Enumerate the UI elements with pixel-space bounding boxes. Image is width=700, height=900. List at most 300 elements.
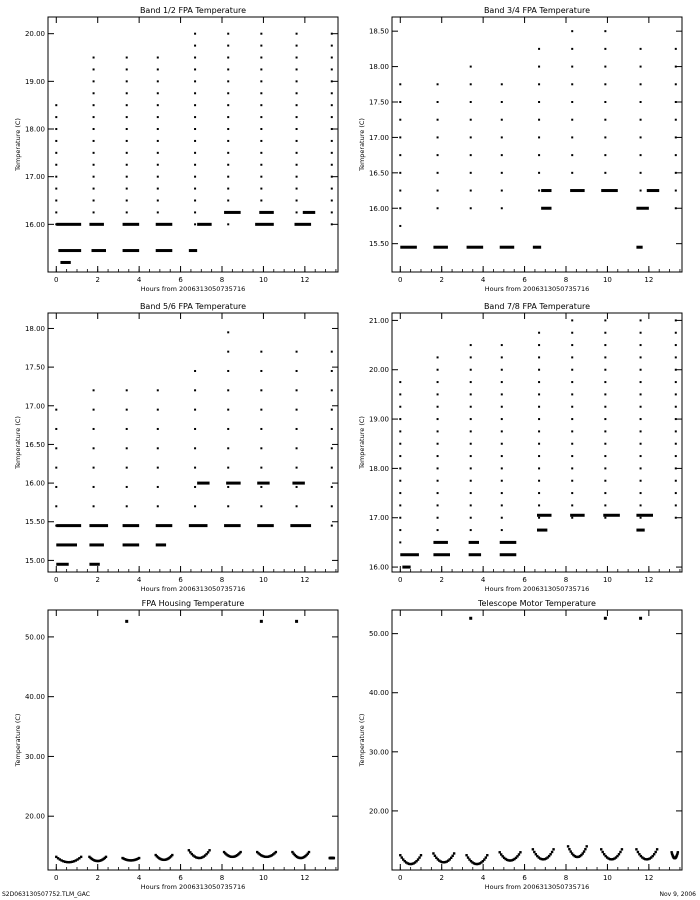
plot-frame: [48, 610, 338, 870]
data-point: [331, 223, 333, 225]
data-point: [331, 33, 333, 35]
data-point: [157, 409, 159, 411]
data-point: [675, 381, 677, 383]
data-run: [537, 529, 547, 532]
data-point: [260, 505, 262, 507]
data-point: [470, 66, 472, 68]
data-point: [604, 369, 606, 371]
x-tick-label: 2: [439, 874, 444, 882]
data-run: [469, 541, 479, 544]
data-point: [640, 319, 642, 321]
data-point: [571, 504, 573, 506]
data-point: [331, 140, 333, 142]
data-run: [89, 543, 104, 546]
y-tick-label: 20.00: [368, 366, 389, 375]
data-point: [470, 455, 472, 457]
y-tick-label: 18.00: [24, 125, 45, 134]
data-run: [197, 482, 209, 485]
data-point: [604, 154, 606, 156]
data-point: [437, 504, 439, 506]
cycle-point: [399, 854, 401, 856]
data-point: [501, 492, 503, 494]
data-point: [93, 428, 95, 430]
x-tick-label: 0: [54, 874, 59, 882]
data-point: [437, 207, 439, 209]
data-point: [437, 480, 439, 482]
data-point: [501, 517, 503, 519]
data-point: [227, 370, 229, 372]
data-point: [604, 467, 606, 469]
data-point: [470, 406, 472, 408]
data-run: [89, 524, 108, 527]
data-point: [640, 83, 642, 85]
cycle-point: [621, 848, 623, 850]
chart-panel-5: [14, 599, 338, 891]
outlier-point: [639, 617, 642, 620]
data-point: [604, 344, 606, 346]
data-run: [89, 563, 99, 566]
data-point: [571, 136, 573, 138]
data-point: [331, 505, 333, 507]
data-point: [399, 529, 401, 531]
data-point: [538, 66, 540, 68]
chart-panel-1: [14, 6, 338, 293]
data-point: [501, 381, 503, 383]
cycle-point: [171, 854, 173, 856]
data-point: [470, 443, 472, 445]
outlier-point: [125, 620, 128, 623]
cycle-point: [499, 851, 501, 853]
data-point: [296, 447, 298, 449]
data-point: [260, 57, 262, 59]
data-point: [538, 381, 540, 383]
data-point: [296, 33, 298, 35]
data-point: [93, 409, 95, 411]
data-point: [399, 190, 401, 192]
data-point: [571, 332, 573, 334]
chart-title: Band 7/8 FPA Temperature: [483, 302, 591, 311]
data-point: [227, 164, 229, 166]
data-point: [501, 119, 503, 121]
data-run: [467, 246, 484, 249]
data-run: [500, 553, 517, 556]
data-point: [194, 467, 196, 469]
data-point: [437, 381, 439, 383]
data-point: [538, 480, 540, 482]
y-tick-label: 15.00: [24, 556, 45, 565]
x-axis-label: Hours from 2006313050735716: [484, 883, 590, 891]
cycle-point: [654, 851, 656, 853]
cycle-point: [207, 851, 209, 853]
outlier-point: [260, 620, 263, 623]
plot-frame: [48, 313, 338, 572]
data-point: [296, 140, 298, 142]
data-run: [541, 207, 551, 210]
data-point: [675, 48, 677, 50]
data-point: [296, 370, 298, 372]
data-point: [227, 104, 229, 106]
plot-frame: [392, 17, 682, 272]
data-point: [470, 480, 472, 482]
x-tick-label: 6: [178, 276, 183, 284]
data-point: [93, 486, 95, 488]
data-point: [93, 211, 95, 213]
data-run: [533, 246, 541, 249]
data-point: [194, 164, 196, 166]
y-tick-label: 30.00: [368, 748, 389, 757]
data-point: [93, 92, 95, 94]
cycle-point: [532, 848, 534, 850]
data-point: [126, 92, 128, 94]
data-run: [636, 246, 642, 249]
data-point: [55, 104, 57, 106]
data-run: [58, 249, 81, 252]
data-point: [538, 406, 540, 408]
data-run: [56, 563, 68, 566]
data-point: [260, 92, 262, 94]
data-point: [538, 119, 540, 121]
data-point: [126, 428, 128, 430]
cycle-point: [552, 848, 554, 850]
data-point: [675, 504, 677, 506]
x-tick-label: 12: [644, 874, 654, 882]
data-run: [156, 249, 173, 252]
data-point: [640, 443, 642, 445]
data-point: [157, 57, 159, 59]
x-tick-label: 12: [644, 276, 654, 284]
data-point: [640, 344, 642, 346]
data-point: [604, 83, 606, 85]
data-point: [604, 30, 606, 32]
data-point: [126, 116, 128, 118]
data-point: [296, 68, 298, 70]
data-point: [157, 176, 159, 178]
x-tick-label: 12: [644, 576, 654, 584]
data-point: [126, 447, 128, 449]
data-point: [675, 319, 677, 321]
data-point: [399, 541, 401, 543]
cycle-point: [188, 849, 190, 851]
data-run: [56, 543, 77, 546]
data-point: [470, 207, 472, 209]
x-tick-label: 4: [136, 874, 142, 882]
data-point: [675, 480, 677, 482]
data-point: [538, 172, 540, 174]
x-tick-label: 0: [398, 874, 403, 882]
x-tick-label: 4: [480, 874, 486, 882]
chart-title: Telescope Motor Temperature: [478, 599, 596, 608]
y-axis-label: Temperature (C): [358, 416, 366, 469]
data-point: [260, 351, 262, 353]
cycle-point: [519, 851, 521, 853]
data-point: [157, 389, 159, 391]
data-point: [194, 370, 196, 372]
data-point: [126, 188, 128, 190]
data-point: [55, 211, 57, 213]
data-point: [571, 480, 573, 482]
data-point: [538, 83, 540, 85]
data-point: [675, 418, 677, 420]
data-point: [399, 119, 401, 121]
data-point: [227, 188, 229, 190]
data-point: [437, 443, 439, 445]
data-point: [55, 128, 57, 130]
data-point: [399, 136, 401, 138]
data-point: [470, 517, 472, 519]
x-axis-label: Hours from 2006313050735716: [484, 285, 590, 293]
y-tick-label: 21.00: [368, 316, 389, 325]
y-tick-label: 18.00: [368, 63, 389, 72]
data-point: [194, 116, 196, 118]
x-tick-label: 10: [602, 576, 612, 584]
x-tick-label: 2: [439, 276, 444, 284]
data-point: [55, 140, 57, 142]
data-point: [296, 152, 298, 154]
data-point: [640, 356, 642, 358]
y-tick-label: 17.50: [24, 363, 45, 372]
x-tick-label: 10: [602, 874, 612, 882]
cycle-point: [80, 856, 82, 858]
data-point: [675, 467, 677, 469]
data-point: [260, 176, 262, 178]
data-point: [571, 406, 573, 408]
data-run: [433, 246, 448, 249]
data-point: [538, 517, 540, 519]
x-tick-label: 8: [219, 276, 225, 284]
data-point: [227, 92, 229, 94]
data-point: [227, 68, 229, 70]
y-tick-label: 50.00: [24, 633, 45, 642]
data-run: [123, 524, 140, 527]
data-point: [93, 389, 95, 391]
data-point: [675, 119, 677, 121]
data-point: [437, 406, 439, 408]
data-run: [56, 223, 81, 226]
data-point: [227, 33, 229, 35]
data-point: [227, 467, 229, 469]
data-point: [399, 381, 401, 383]
data-run: [433, 541, 448, 544]
data-point: [227, 351, 229, 353]
data-point: [157, 128, 159, 130]
data-point: [93, 116, 95, 118]
data-point: [331, 128, 333, 130]
data-point: [437, 136, 439, 138]
data-point: [331, 188, 333, 190]
data-run: [92, 249, 107, 252]
data-point: [604, 381, 606, 383]
data-point: [571, 430, 573, 432]
data-point: [126, 152, 128, 154]
data-point: [604, 319, 606, 321]
data-point: [604, 48, 606, 50]
x-tick-label: 2: [95, 874, 100, 882]
data-point: [194, 33, 196, 35]
data-point: [470, 369, 472, 371]
data-point: [194, 409, 196, 411]
cycle-point: [618, 853, 620, 855]
data-point: [571, 418, 573, 420]
data-point: [604, 504, 606, 506]
data-point: [260, 428, 262, 430]
footer-date: Nov 9, 2006: [659, 891, 696, 898]
data-point: [675, 66, 677, 68]
data-run: [570, 189, 585, 192]
data-point: [604, 443, 606, 445]
data-point: [640, 492, 642, 494]
data-point: [399, 172, 401, 174]
data-point: [470, 467, 472, 469]
data-point: [437, 369, 439, 371]
data-point: [675, 455, 677, 457]
data-run: [603, 514, 620, 517]
data-point: [260, 104, 262, 106]
data-point: [194, 128, 196, 130]
data-point: [126, 140, 128, 142]
data-point: [675, 172, 677, 174]
x-tick-label: 6: [522, 874, 527, 882]
y-tick-label: 17.50: [368, 98, 389, 107]
data-point: [126, 176, 128, 178]
y-tick-label: 17.00: [24, 402, 45, 411]
data-point: [604, 393, 606, 395]
data-point: [296, 467, 298, 469]
data-point: [331, 80, 333, 82]
data-point: [126, 80, 128, 82]
data-point: [331, 370, 333, 372]
cycle-point: [275, 851, 277, 853]
x-tick-label: 0: [398, 576, 403, 584]
data-point: [470, 83, 472, 85]
data-point: [93, 467, 95, 469]
data-point: [194, 447, 196, 449]
data-point: [260, 80, 262, 82]
data-point: [399, 504, 401, 506]
data-point: [501, 529, 503, 531]
data-point: [538, 344, 540, 346]
y-tick-label: 30.00: [24, 752, 45, 761]
data-point: [571, 492, 573, 494]
data-run: [303, 211, 315, 214]
data-run: [601, 189, 618, 192]
chart-panel-4: [358, 302, 682, 593]
chart-title: Band 5/6 FPA Temperature: [139, 302, 247, 311]
data-run: [636, 207, 648, 210]
x-tick-label: 0: [54, 276, 59, 284]
data-point: [194, 68, 196, 70]
data-run: [123, 249, 140, 252]
data-point: [640, 172, 642, 174]
data-run: [257, 482, 269, 485]
data-point: [157, 188, 159, 190]
y-tick-label: 18.00: [24, 324, 45, 333]
data-point: [640, 190, 642, 192]
data-point: [437, 190, 439, 192]
cycle-point: [584, 848, 586, 850]
data-point: [194, 176, 196, 178]
data-point: [640, 136, 642, 138]
data-point: [227, 140, 229, 142]
data-point: [640, 480, 642, 482]
x-tick-label: 8: [563, 576, 569, 584]
data-point: [640, 393, 642, 395]
data-point: [157, 104, 159, 106]
cycle-point: [601, 851, 603, 853]
data-run: [469, 553, 481, 556]
y-axis-label: Temperature (C): [358, 713, 366, 767]
data-point: [675, 344, 677, 346]
y-axis-label: Temperature (C): [14, 713, 22, 767]
data-point: [296, 164, 298, 166]
data-point: [157, 152, 159, 154]
x-tick-label: 6: [178, 576, 183, 584]
data-point: [604, 455, 606, 457]
data-point: [571, 319, 573, 321]
data-point: [126, 68, 128, 70]
data-point: [194, 57, 196, 59]
data-point: [399, 406, 401, 408]
x-tick-label: 10: [602, 276, 612, 284]
cycle-point: [308, 851, 310, 853]
data-point: [93, 447, 95, 449]
data-point: [640, 332, 642, 334]
data-point: [501, 406, 503, 408]
data-run: [636, 529, 644, 532]
data-point: [331, 351, 333, 353]
data-run: [537, 514, 552, 517]
data-point: [571, 101, 573, 103]
x-tick-label: 2: [95, 276, 100, 284]
y-tick-label: 16.00: [368, 204, 389, 213]
data-point: [227, 57, 229, 59]
data-point: [126, 389, 128, 391]
data-point: [260, 68, 262, 70]
data-point: [399, 393, 401, 395]
cycle-point: [418, 856, 420, 858]
chart-title: Band 1/2 FPA Temperature: [139, 6, 247, 15]
data-point: [126, 104, 128, 106]
cycle-point: [333, 857, 335, 859]
data-point: [157, 116, 159, 118]
data-point: [501, 356, 503, 358]
data-point: [675, 207, 677, 209]
data-point: [296, 351, 298, 353]
data-point: [194, 211, 196, 213]
y-tick-label: 16.00: [24, 220, 45, 229]
data-point: [93, 152, 95, 154]
data-run: [189, 249, 197, 252]
x-tick-label: 4: [136, 576, 142, 584]
x-tick-label: 6: [522, 576, 527, 584]
data-point: [571, 517, 573, 519]
data-point: [55, 188, 57, 190]
cycle-point: [485, 856, 487, 858]
data-point: [437, 356, 439, 358]
y-tick-label: 17.00: [24, 173, 45, 182]
y-axis-label: Temperature (C): [14, 118, 22, 171]
cycle-point: [105, 856, 107, 858]
data-run: [402, 566, 410, 569]
data-point: [55, 116, 57, 118]
data-point: [604, 418, 606, 420]
data-point: [55, 200, 57, 202]
data-point: [55, 176, 57, 178]
chart-panel-6: [358, 599, 682, 891]
data-run: [541, 189, 551, 192]
y-tick-label: 16.00: [24, 479, 45, 488]
data-point: [675, 406, 677, 408]
plot-frame: [48, 17, 338, 272]
